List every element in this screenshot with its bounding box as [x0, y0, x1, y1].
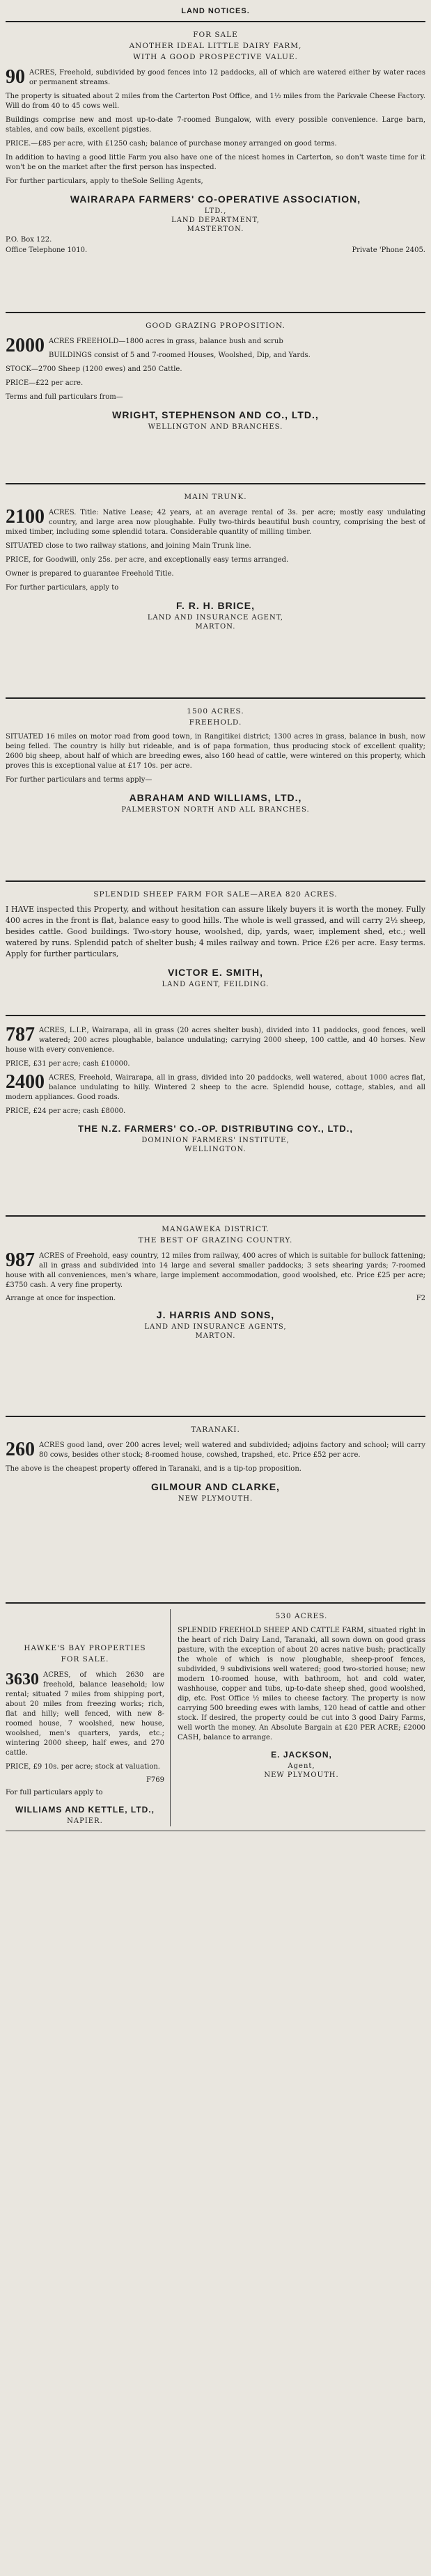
ad-acres-number: 260	[6, 1439, 35, 1460]
ad-subtitle: FOR SALE.	[61, 1655, 109, 1664]
agent-town: NAPIER.	[67, 1817, 103, 1825]
agent-name: VICTOR E. SMITH,	[167, 967, 264, 978]
ad-text: STOCK—2700 Sheep (1200 ewes) and 250 Cattle.	[6, 365, 182, 373]
ad-taranaki	[6, 1423, 425, 1597]
ad-text: For full particulars apply to	[6, 1789, 103, 1796]
divider	[6, 697, 425, 699]
agent-name: F. R. H. BRICE,	[175, 600, 255, 611]
ad-paragraph	[6, 1670, 164, 1758]
ad-sheep-farm	[6, 887, 425, 1009]
agent-name: E. JACKSON,	[271, 1750, 332, 1760]
agent-name: THE N.Z. FARMERS' CO.-OP. DISTRIBUTING COY., LTD.,	[78, 1123, 353, 1134]
agent-sub: Agent,	[288, 1762, 315, 1770]
divider	[6, 483, 425, 484]
ad-text: SITUATED 16 miles on motor road from good town, in Rangitikei district; 1300 acres in grass, balance in bush, now being felled. The country is hilly but rideable, and is of papa formation, thus producing stock of excellent quality; 2600 big sheep, about half of which are breeding ewes, also 160 head of cattle, were wintered on this property, which proves this is exceptional value at £17 10s. per acre.	[6, 733, 425, 770]
two-column-section	[6, 1609, 425, 1826]
ad-text: ACRES, L.I.P., Wairarapa, all in grass (20 acres shelter bush), divided into 11 paddocks, good fences, well watered; 200 acres ploughable, balance undulating; carrying 2000 sheep, 100 cattle, and 40 horses. New house with every convenience.	[6, 1027, 425, 1054]
contact-row	[6, 236, 425, 244]
ad-acres-number: 2100	[6, 506, 45, 528]
divider	[6, 312, 425, 313]
ad-title: MAIN TRUNK.	[184, 493, 247, 501]
ad-code: F769	[146, 1776, 164, 1784]
ad-price: PRICE, £24 per acre; cash £8000.	[6, 1107, 126, 1115]
ad-text: ACRES good land, over 200 acres level; well watered and subdivided; adjoins factory and school; will carry 80 cows, besides other stock; 8-roomed house, cowshed, trapshed, etc. Price £52 per acre.	[39, 1441, 425, 1459]
divider	[6, 21, 425, 22]
agent-sub: WELLINGTON AND BRANCHES.	[148, 423, 283, 431]
divider	[6, 1015, 425, 1016]
ad-530-acres	[178, 1609, 425, 1826]
ad-acres-number: 987	[6, 1249, 35, 1271]
ad-paragraph	[6, 508, 425, 537]
ad-text: PRICE.—£85 per acre, with £1250 cash; balance of purchase money arranged on good terms.	[6, 140, 337, 148]
divider	[6, 1215, 425, 1217]
ad-acres-number: 3630	[6, 1670, 39, 1689]
po-box: P.O. Box 122.	[6, 236, 52, 244]
ad-acres-number: 787	[6, 1024, 35, 1045]
ad-paragraph	[6, 1073, 425, 1103]
private-phone: Private 'Phone 2405.	[352, 246, 425, 254]
ad-text: ACRES. Title: Native Lease; 42 years, at an average rental of 3s. per acre; mostly easy undulating country, and large area now ploughable. Fully two-thirds beautiful bush country, comprising the best of mixed timber, including some splendid totara. Considerable quantity of milling timber.	[6, 509, 425, 536]
agent-town: NEW PLYMOUTH.	[264, 1771, 339, 1779]
agent-town: MARTON.	[195, 623, 236, 631]
agent-name: ABRAHAM AND WILLIAMS, LTD.,	[129, 792, 302, 803]
ad-1500-acres	[6, 704, 425, 875]
ad-apply: For further particulars, apply to theSole Selling Agents,	[6, 177, 203, 185]
ad-row	[6, 1295, 425, 1302]
agent-town: NEW PLYMOUTH.	[178, 1495, 253, 1503]
ad-wairarapa	[6, 1022, 425, 1210]
ad-text: PRICE—£22 per acre.	[6, 379, 84, 387]
ad-acres-number: 2000	[6, 335, 45, 356]
ad-text: ACRES, Freehold, subdivided by good fences into 12 paddocks, all of which are watered either by water races or permanent streams.	[29, 69, 425, 86]
ad-text: ACRES, Freehold, Wairarapa, all in grass, divided into 20 paddocks, well watered, about 1000 acres flat, balance undulating to hilly. Wintered 2 sheep to the acre. Splendid house, cottage, stables, and all modern appliances. Good roads.	[6, 1074, 425, 1101]
divider	[6, 1602, 425, 1604]
ad-main-trunk	[6, 490, 425, 692]
ad-text: SITUATED close to two railway stations, and joining Main Trunk line.	[6, 542, 251, 550]
agent-town: MASTERTON.	[187, 226, 244, 233]
agent-sub: LAND AGENT, FEILDING.	[162, 981, 269, 988]
ad-text: For further particulars and terms apply—	[6, 776, 152, 784]
ad-text: The property is situated about 2 miles from the Carterton Post Office, and 1½ miles from the Parkvale Cheese Factory. Will do from 40 to 45 cows well.	[6, 93, 425, 110]
ad-acres-number: 90	[6, 66, 25, 88]
ad-text: Owner is prepared to guarantee Freehold Title.	[6, 570, 174, 578]
ad-text: I HAVE inspected this Property, and without hesitation can assure likely buyers it is worth the money. Fully 400 acres in the front is flat, balance easy to good hills. The whole is well grassed, and will carry 2½ sheep, besides cattle. Good buildings. Two-story house, woolshed, dip, yards, waer, implement shed, etc.; well watered by runs. Splendid patch of shelter bush; 4 miles railway and town. Price £26 per acre. Easy terms. Apply for further particulars,	[6, 905, 425, 958]
ad-hawkes-bay	[6, 1609, 171, 1826]
ad-subtitle: THE BEST OF GRAZING COUNTRY.	[138, 1236, 293, 1244]
ad-text: For further particulars, apply to	[6, 584, 119, 592]
agent-sub: LAND AND INSURANCE AGENT,	[147, 614, 284, 622]
ad-title: HAWKE'S BAY PROPERTIES	[24, 1644, 146, 1652]
ad-title: GOOD GRAZING PROPOSITION.	[146, 322, 285, 330]
ad-mangaweka	[6, 1222, 425, 1410]
agent-ltd: LTD.,	[204, 207, 227, 215]
ad-headline: ANOTHER IDEAL LITTLE DAIRY FARM,	[129, 42, 302, 50]
agent-name: J. HARRIS AND SONS,	[156, 1309, 275, 1320]
divider	[6, 880, 425, 882]
agent-sub: PALMERSTON NORTH AND ALL BRANCHES.	[121, 806, 310, 814]
ad-text: PRICE, for Goodwill, only 25s. per acre, and exceptionally easy terms arranged.	[6, 556, 289, 564]
contact-row	[6, 246, 425, 254]
agent-name: WAIRARAPA FARMERS' CO-OPERATIVE ASSOCIATION,	[70, 193, 361, 205]
ad-text: ACRES FREEHOLD—1800 acres in grass, balance bush and scrub	[49, 338, 283, 345]
ad-grazing	[6, 319, 425, 477]
ad-paragraph	[6, 68, 425, 88]
agent-name: WILLIAMS AND KETTLE, LTD.,	[15, 1805, 155, 1815]
ad-code: F2	[416, 1295, 425, 1302]
ad-title: TARANAKI.	[191, 1425, 240, 1434]
ad-text: SPLENDID FREEHOLD SHEEP AND CATTLE FARM, situated right in the heart of rich Dairy Land, Taranaki, all sown down on good grass pasture, with the exception of about 20 acres native bush; practically the whole of which is now ploughable, sheep-proof fences, subdivided, 9 subdivisions well watered; good two-storied house; new modern 10-roomed house, with bathroom, hot and cold water, washhouse, copper and tubs, up-to-date sheep shed, good woolshed, dip, etc. Post Office ½ miles to cheese factory. The property is now carrying 500 breeding ewes with lambs, 120 head of cattle and other stock. If desired, the property could be cut into 3 good Dairy Farms, well worth the money. An Absolute Bargain at £20 PER ACRE; £2000 CASH, balance to arrange.	[178, 1627, 425, 1741]
ad-title: MANGAWEKA DISTRICT.	[162, 1225, 269, 1233]
ad-title: 530 ACRES.	[275, 1612, 328, 1620]
ad-dairy-farm	[6, 28, 425, 306]
ad-paragraph	[6, 1441, 425, 1460]
ad-subheadline: WITH A GOOD PROSPECTIVE VALUE.	[133, 53, 298, 61]
agent-sub: DOMINION FARMERS' INSTITUTE,	[141, 1137, 290, 1144]
ad-subtitle: FREEHOLD.	[189, 718, 242, 727]
agent-town: WELLINGTON.	[185, 1146, 246, 1153]
ad-price: PRICE, £9 10s. per acre; stock at valuation.	[6, 1763, 160, 1771]
ad-title: SPLENDID SHEEP FARM FOR SALE—AREA 820 ACRES.	[93, 890, 338, 899]
agent-name: WRIGHT, STEPHENSON AND CO., LTD.,	[112, 409, 319, 420]
divider	[6, 1416, 425, 1417]
ad-paragraph	[6, 1251, 425, 1290]
ad-text: In addition to having a good little Farm you also have one of the nicest homes in Carterton, so don't waste time for it won't be on the market after the first person has inspected.	[6, 154, 425, 171]
newspaper-page	[6, 0, 425, 1831]
agent-name: GILMOUR AND CLARKE,	[151, 1481, 280, 1492]
ad-text: Arrange at once for inspection.	[6, 1295, 116, 1302]
ad-for-sale: FOR SALE	[193, 31, 238, 39]
agent-sub: LAND AND INSURANCE AGENTS,	[144, 1323, 287, 1331]
ad-paragraph	[6, 1026, 425, 1055]
ad-acres-number: 2400	[6, 1071, 45, 1093]
ad-text: ACRES, of which 2630 are freehold, balance leasehold; low rental; situated 7 miles from shipping port, about 20 miles from freezing works; rich, flat and hilly; well fenced, with new 8-roomed house, 7 woolshed, new house, woolshed, men's quarters, yards, etc.; wintering 2000 sheep, half ewes, and 270 cattle.	[6, 1671, 164, 1757]
ad-text: BUILDINGS consist of 5 and 7-roomed Houses, Woolshed, Dip, and Yards.	[49, 351, 311, 359]
agent-town: MARTON.	[195, 1332, 236, 1340]
agent-dept: LAND DEPARTMENT,	[171, 216, 260, 224]
ad-text: Buildings comprise new and most up-to-date 7-roomed Bungalow, with every possible convenience. Large barn, stables, and cow bails, excellent pigsties.	[6, 116, 425, 134]
ad-text: ACRES of Freehold, easy country, 12 miles from railway, 400 acres of which is suitable for bullock fattening; all in grass and subdivided into 14 large and several smaller paddocks; 3 sets shearing yards; 7-roomed house with all conveniences, men's whare, large implement accommodation, good woolshed, etc. Price £25 per acre; £3750 cash. A very fine property.	[6, 1252, 425, 1289]
section-header: LAND NOTICES.	[181, 7, 250, 15]
ad-price: PRICE, £31 per acre; cash £10000.	[6, 1060, 130, 1068]
ad-text: Terms and full particulars from—	[6, 393, 123, 401]
office-phone: Office Telephone 1010.	[6, 246, 88, 254]
ad-text: The above is the cheapest property offered in Taranaki, and is a tip-top proposition.	[6, 1465, 301, 1473]
ad-title: 1500 ACRES.	[187, 707, 244, 716]
